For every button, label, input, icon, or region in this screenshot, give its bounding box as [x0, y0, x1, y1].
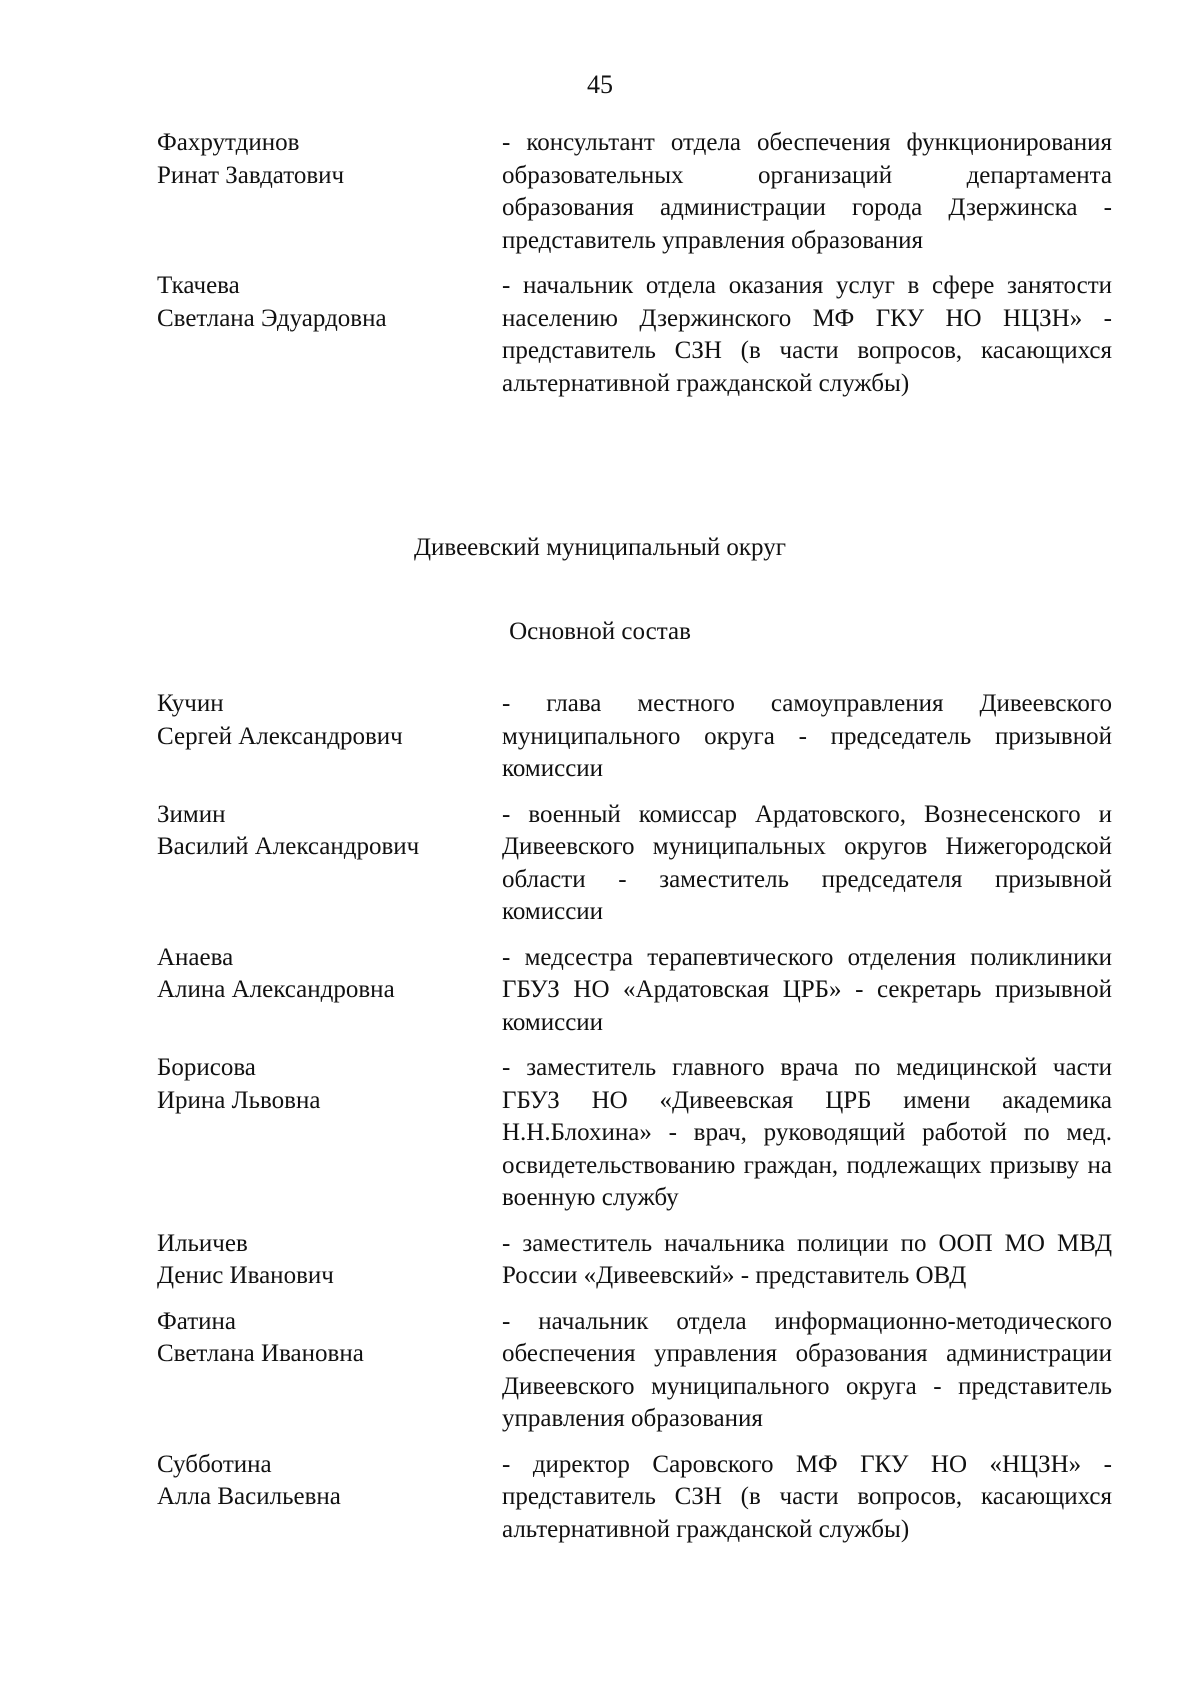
member-surname: Борисова: [157, 1054, 256, 1081]
member-name: [157, 688, 502, 753]
member-given-name: Алина Александровна: [157, 976, 395, 1003]
composition-subtitle: Основной состав: [509, 618, 691, 645]
member-name: [157, 1306, 502, 1371]
member-surname: Зимин: [157, 800, 226, 828]
member-given-name: Светлана Ивановна: [157, 1340, 364, 1367]
member-entry: [157, 1052, 1112, 1215]
member-position: - заместитель начальника полиции по ООП МО МВД России «Дивеевский» - представитель ОВД: [502, 1229, 1112, 1289]
member-position: - медсестра терапевтического отделения поликлиники ГБУЗ НО «Ардатовская ЦРБ» - секретарь призывной комиссии: [502, 943, 1112, 1036]
member-entry: [157, 1228, 1112, 1293]
member-entry: [157, 799, 1112, 929]
member-surname: Фатина: [157, 1307, 236, 1335]
member-surname: Субботина: [157, 1450, 272, 1478]
district-heading: Дивеевский муниципальный округ: [414, 534, 786, 561]
member-given-name: Василий Александрович: [157, 833, 420, 860]
member-name: [157, 799, 502, 864]
member-name: [157, 270, 502, 335]
member-position: - консультант отдела обеспечения функционирования образовательных организаций департамента образования администрации города Дзержинска - представитель управления образования: [502, 129, 1112, 254]
member-position: - начальник отдела информационно-методического обеспечения управления образования администрации Дивеевского муниципального округа - представитель управления образования: [502, 1307, 1112, 1432]
member-entry: [157, 1306, 1112, 1436]
member-surname: Ткачева: [157, 272, 240, 299]
member-position: - военный комиссар Ардатовского, Вознесенского и Дивеевского муниципальных округов Нижегородской области - заместитель председателя призывной комиссии: [502, 800, 1112, 925]
member-position: - заместитель главного врача по медицинской части ГБУЗ НО «Дивеевская ЦРБ имени академика Н.Н.Блохина» - врач, руководящий работой по мед. освидетельствованию граждан, подлежащих призыву на военную службу: [502, 1054, 1112, 1211]
member-name: [157, 942, 502, 1007]
member-given-name: Ирина Львовна: [157, 1086, 321, 1114]
member-position: - директор Саровского МФ ГКУ НО «НЦЗН» - представитель СЗН (в части вопросов, касающихся альтернативной гражданской службы): [502, 1450, 1112, 1543]
member-entry: [157, 270, 1112, 400]
member-entry: [157, 1449, 1112, 1547]
member-position: - глава местного самоуправления Дивеевского муниципального округа - председатель призывной комиссии: [502, 690, 1112, 782]
member-given-name: Светлана Эдуардовна: [157, 304, 387, 332]
member-entry: [157, 942, 1112, 1040]
page-number: 45: [587, 70, 613, 99]
member-surname: Фахрутдинов: [157, 129, 300, 156]
member-surname: Кучин: [157, 690, 224, 717]
member-entry: [157, 127, 1112, 257]
member-name: [157, 1228, 502, 1293]
member-given-name: Алла Васильевна: [157, 1483, 341, 1510]
member-given-name: Ринат Завдатович: [157, 161, 345, 189]
member-name: [157, 1449, 502, 1514]
main-entries-list: [157, 688, 1112, 1546]
member-name: [157, 127, 502, 192]
member-surname: Ильичев: [157, 1229, 248, 1257]
member-surname: Анаева: [157, 943, 234, 971]
member-position: - начальник отдела оказания услуг в сфере занятости населению Дзержинского МФ ГКУ НО НЦЗН» - представитель СЗН (в части вопросов, касающихся альтернативной гражданской службы): [502, 272, 1112, 397]
member-given-name: Сергей Александрович: [157, 722, 403, 750]
member-name: [157, 1052, 502, 1117]
member-given-name: Денис Иванович: [157, 1262, 334, 1289]
top-entries-list: [157, 127, 1112, 400]
member-entry: [157, 688, 1112, 786]
